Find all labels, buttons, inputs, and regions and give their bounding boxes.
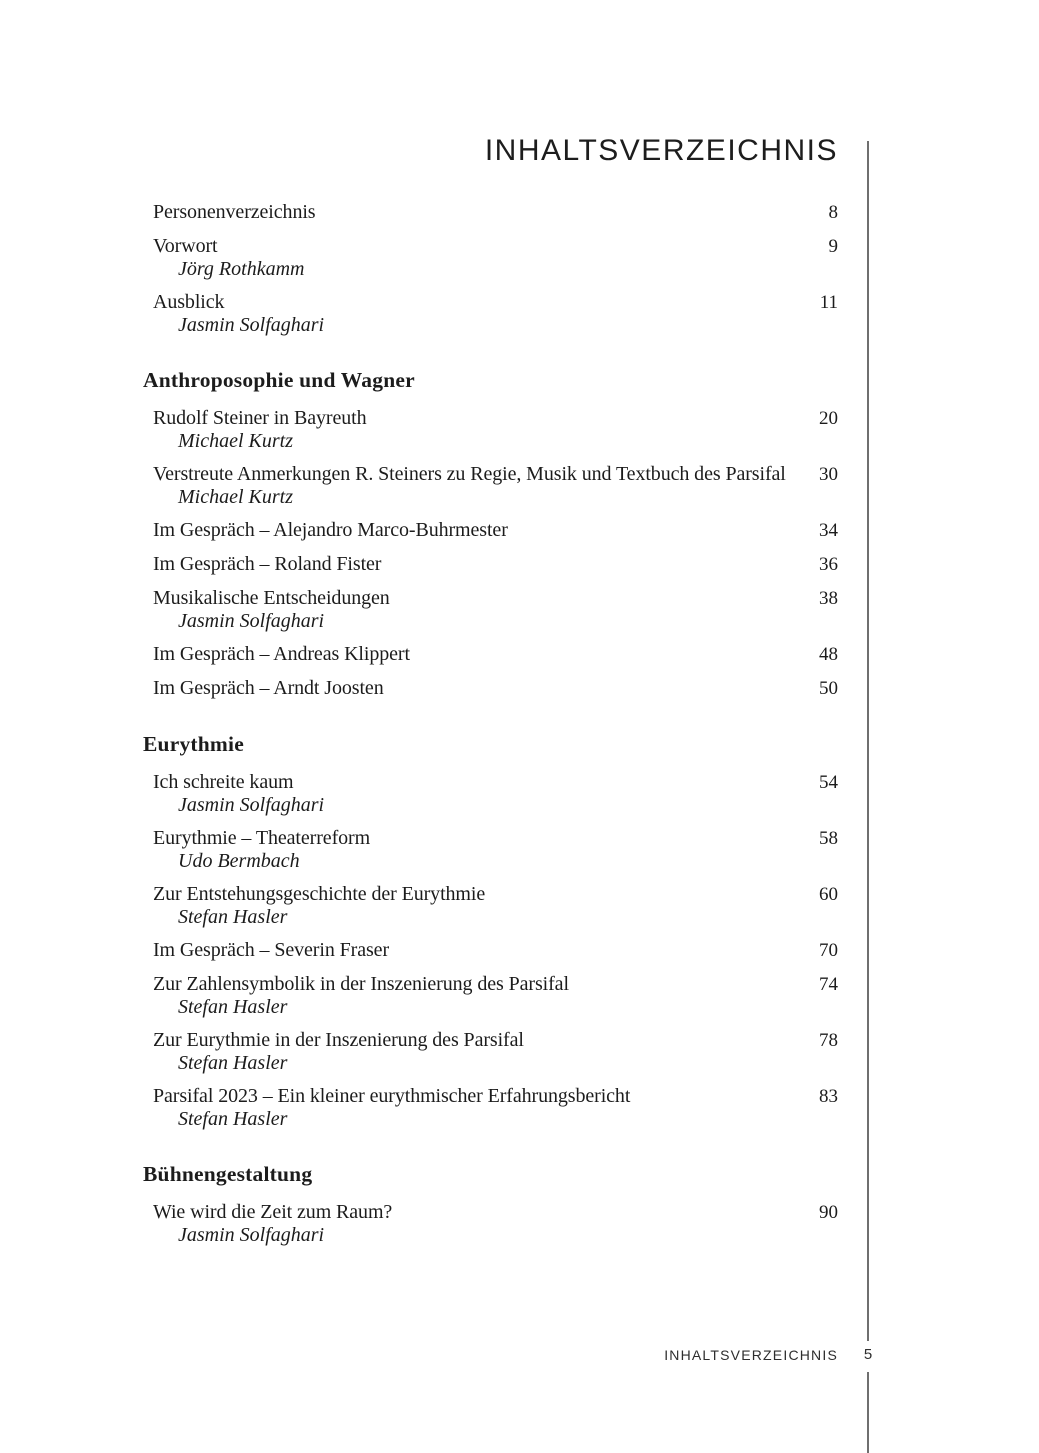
footer-label: INHALTSVERZEICHNIS bbox=[664, 1347, 838, 1363]
toc-entry-page: 20 bbox=[819, 408, 838, 429]
toc-entry bbox=[143, 553, 838, 576]
toc-entry-author: Stefan Hasler bbox=[178, 906, 288, 928]
toc-entry-page: 48 bbox=[819, 644, 838, 665]
toc-entry bbox=[143, 883, 838, 928]
toc-entry bbox=[143, 643, 838, 666]
section-heading: Eurythmie bbox=[143, 732, 244, 756]
toc-entry-title: Rudolf Steiner in Bayreuth bbox=[153, 407, 367, 429]
footer-page-number: 5 bbox=[856, 1346, 880, 1363]
toc-entry-page: 11 bbox=[819, 292, 838, 313]
toc-entry bbox=[143, 939, 838, 962]
toc-entry-title: Eurythmie – Theaterreform bbox=[153, 827, 371, 849]
toc-entry-author: Stefan Hasler bbox=[178, 1052, 288, 1074]
page-title: INHALTSVERZEICHNIS bbox=[484, 134, 838, 167]
toc-entry-page: 58 bbox=[819, 828, 838, 849]
toc-entry-title: Verstreute Anmerkungen R. Steiners zu Regie, Musik und Textbuch des Parsifal bbox=[153, 463, 786, 485]
toc-entry-title: Zur Entstehungsgeschichte der Eurythmie bbox=[153, 883, 486, 905]
toc-entry-title: Zur Zahlensymbolik in der Inszenierung des Parsifal bbox=[153, 973, 569, 995]
toc-entry-page: 78 bbox=[819, 1030, 838, 1051]
toc-entry bbox=[143, 201, 838, 224]
toc-entry-title: Wie wird die Zeit zum Raum? bbox=[153, 1201, 393, 1223]
toc-entry-page: 90 bbox=[819, 1202, 838, 1223]
toc-entry bbox=[143, 519, 838, 542]
toc-entry bbox=[143, 1085, 838, 1130]
toc-entry-title: Im Gespräch – Alejandro Marco-Buhrmester bbox=[153, 519, 508, 541]
toc-entry-author: Jasmin Solfaghari bbox=[178, 314, 325, 336]
toc-entry-author: Jasmin Solfaghari bbox=[178, 794, 325, 816]
toc-entry bbox=[143, 677, 838, 700]
toc-entry bbox=[143, 235, 838, 280]
toc-entry bbox=[143, 1201, 838, 1246]
toc-entry bbox=[143, 771, 838, 816]
toc-entry-title: Vorwort bbox=[153, 235, 218, 257]
toc-entry-page: 74 bbox=[819, 974, 838, 995]
toc-entry bbox=[143, 1029, 838, 1074]
toc-entry-author: Jasmin Solfaghari bbox=[178, 1224, 325, 1246]
section-heading: Anthroposophie und Wagner bbox=[143, 368, 415, 392]
toc-entry-title: Musikalische Entscheidungen bbox=[153, 587, 390, 609]
toc-entry-page: 70 bbox=[819, 940, 838, 961]
toc-entry-author: Michael Kurtz bbox=[178, 430, 293, 452]
toc-entry-title: Zur Eurythmie in der Inszenierung des Parsifal bbox=[153, 1029, 524, 1051]
toc-list bbox=[143, 201, 838, 1257]
vertical-rule-top bbox=[867, 141, 869, 1341]
toc-entry-page: 34 bbox=[819, 520, 838, 541]
toc-entry-title: Personenverzeichnis bbox=[153, 201, 316, 223]
toc-entry-page: 8 bbox=[828, 202, 838, 223]
toc-entry-author: Jasmin Solfaghari bbox=[178, 610, 325, 632]
toc-entry bbox=[143, 407, 838, 452]
toc-entry-title: Im Gespräch – Arndt Joosten bbox=[153, 677, 384, 699]
toc-entry bbox=[143, 827, 838, 872]
toc-entry-page: 83 bbox=[819, 1086, 838, 1107]
toc-entry-title: Ich schreite kaum bbox=[153, 771, 294, 793]
toc-entry-author: Michael Kurtz bbox=[178, 486, 293, 508]
toc-entry bbox=[143, 463, 838, 508]
toc-entry-page: 9 bbox=[828, 236, 838, 257]
toc-entry-page: 36 bbox=[819, 554, 838, 575]
section-heading: Bühnengestaltung bbox=[143, 1162, 313, 1186]
toc-entry bbox=[143, 587, 838, 632]
toc-entry-page: 60 bbox=[819, 884, 838, 905]
toc-entry-title: Im Gespräch – Roland Fister bbox=[153, 553, 382, 575]
toc-entry-author: Stefan Hasler bbox=[178, 996, 288, 1018]
toc-entry-page: 30 bbox=[819, 464, 838, 485]
toc-entry-page: 54 bbox=[819, 772, 838, 793]
vertical-rule-bottom bbox=[867, 1372, 869, 1453]
toc-entry-author: Udo Bermbach bbox=[178, 850, 300, 872]
toc-entry bbox=[143, 973, 838, 1018]
toc-entry-title: Im Gespräch – Andreas Klippert bbox=[153, 643, 410, 665]
toc-entry-author: Jörg Rothkamm bbox=[178, 258, 305, 280]
toc-entry-page: 50 bbox=[819, 678, 838, 699]
toc-entry-title: Ausblick bbox=[153, 291, 225, 313]
toc-entry-page: 38 bbox=[819, 588, 838, 609]
toc-entry-author: Stefan Hasler bbox=[178, 1108, 288, 1130]
toc-entry bbox=[143, 291, 838, 336]
toc-entry-title: Parsifal 2023 – Ein kleiner eurythmischer Erfahrungsbericht bbox=[153, 1085, 631, 1107]
toc-entry-title: Im Gespräch – Severin Fraser bbox=[153, 939, 390, 961]
